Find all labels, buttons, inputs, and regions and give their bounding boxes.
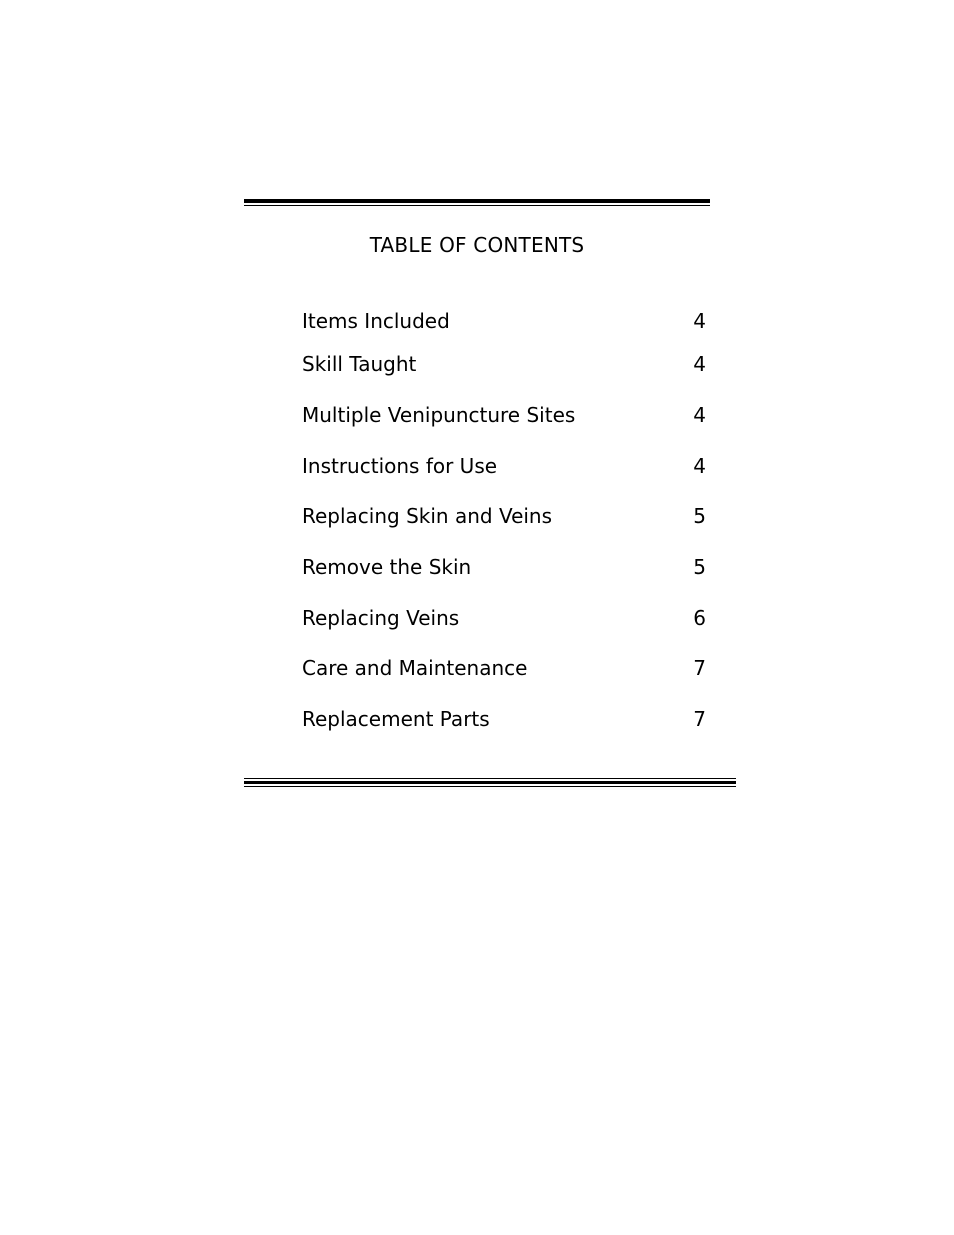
toc-entry-instructions-for-use[interactable] [302,454,708,480]
bottom-divider [244,778,736,788]
toc-entry-multiple-venipuncture-sites[interactable] [302,403,708,429]
toc-entry-page-number: 6 [693,606,706,630]
toc-entry-replacing-veins[interactable] [302,606,708,632]
toc-entry-items-included[interactable] [302,309,708,335]
toc-entry-page-number: 4 [693,309,706,333]
page-title: TABLE OF CONTENTS [369,233,585,257]
toc-entry-label: Instructions for Use [302,454,498,478]
bottom-divider-line [244,781,736,784]
toc-entry-replacement-parts[interactable] [302,707,708,733]
toc-entry-label: Replacing Skin and Veins [302,504,553,528]
toc-entry-remove-the-skin[interactable] [302,555,708,581]
top-divider-thin-line [244,205,710,206]
toc-entry-label: Multiple Venipuncture Sites [302,403,576,427]
toc-entry-label: Remove the Skin [302,555,472,579]
toc-entry-label: Skill Taught [302,352,417,376]
toc-entry-page-number: 4 [693,454,706,478]
top-divider [244,199,710,207]
toc-entry-page-number: 4 [693,403,706,427]
toc-entry-page-number: 7 [693,656,706,680]
toc-entry-skill-taught[interactable] [302,352,708,378]
toc-entry-label: Care and Maintenance [302,656,528,680]
toc-entry-care-and-maintenance[interactable] [302,656,708,682]
top-divider-thick-line [244,199,710,203]
toc-entry-page-number: 7 [693,707,706,731]
bottom-divider-line [244,786,736,787]
toc-entry-label: Items Included [302,309,450,333]
bottom-divider-line [244,778,736,779]
toc-entry-label: Replacing Veins [302,606,460,630]
toc-entry-page-number: 4 [693,352,706,376]
toc-entry-replacing-skin-and-veins[interactable] [302,504,708,530]
toc-entry-label: Replacement Parts [302,707,490,731]
toc-entry-page-number: 5 [693,555,706,579]
toc-entry-page-number: 5 [693,504,706,528]
